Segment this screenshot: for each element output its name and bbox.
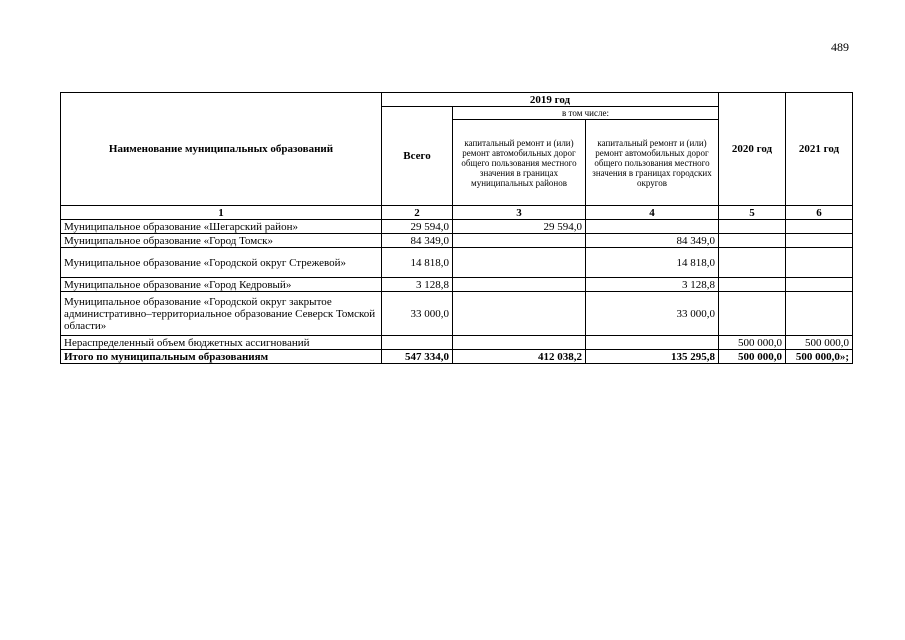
row-name: Нераспределенный объем бюджетных ассигнований <box>61 336 382 350</box>
header-including: в том числе: <box>453 107 719 120</box>
row-total: 3 128,8 <box>382 278 453 292</box>
row-name: Муниципальное образование «Шегарский район» <box>61 220 382 234</box>
row-col5 <box>719 278 786 292</box>
column-number-2: 2 <box>382 206 453 220</box>
total-row-col5: 500 000,0 <box>719 350 786 364</box>
row-col5: 500 000,0 <box>719 336 786 350</box>
row-col5 <box>719 248 786 278</box>
row-total: 84 349,0 <box>382 234 453 248</box>
table-row <box>61 220 853 234</box>
row-col3 <box>453 248 586 278</box>
budget-allocation-table <box>60 92 853 364</box>
row-col3 <box>453 336 586 350</box>
row-total <box>382 336 453 350</box>
row-col3 <box>453 278 586 292</box>
row-col4: 3 128,8 <box>586 278 719 292</box>
header-year-2020: 2020 год <box>719 93 786 206</box>
column-number-3: 3 <box>453 206 586 220</box>
table-row <box>61 336 853 350</box>
row-col3 <box>453 292 586 336</box>
table-row <box>61 292 853 336</box>
column-number-1: 1 <box>61 206 382 220</box>
row-name: Муниципальное образование «Городской округ закрытое административно–территориальное образование Северск Томской области» <box>61 292 382 336</box>
column-number-6: 6 <box>786 206 853 220</box>
row-col5 <box>719 292 786 336</box>
header-name-column: Наименование муниципальных образований <box>61 93 382 206</box>
row-name: Муниципальное образование «Город Кедровый» <box>61 278 382 292</box>
row-col5 <box>719 220 786 234</box>
total-row-col6: 500 000,0»; <box>786 350 853 364</box>
row-total: 14 818,0 <box>382 248 453 278</box>
header-subcolumn-3: капитальный ремонт и (или) ремонт автомобильных дорог общего пользования местного значения в границах муниципальных районов <box>453 120 586 206</box>
row-col6 <box>786 234 853 248</box>
row-col5 <box>719 234 786 248</box>
total-row-col4: 135 295,8 <box>586 350 719 364</box>
row-col4: 14 818,0 <box>586 248 719 278</box>
total-row-name: Итого по муниципальным образованиям <box>61 350 382 364</box>
table-row <box>61 278 853 292</box>
total-row-total: 547 334,0 <box>382 350 453 364</box>
column-number-5: 5 <box>719 206 786 220</box>
row-col6 <box>786 292 853 336</box>
table-row <box>61 234 853 248</box>
row-total: 33 000,0 <box>382 292 453 336</box>
row-col3 <box>453 234 586 248</box>
row-name: Муниципальное образование «Городской округ Стрежевой» <box>61 248 382 278</box>
header-subcolumn-4: капитальный ремонт и (или) ремонт автомобильных дорог общего пользования местного значения в границах городских округов <box>586 120 719 206</box>
row-col4 <box>586 220 719 234</box>
column-number-4: 4 <box>586 206 719 220</box>
total-row-col3: 412 038,2 <box>453 350 586 364</box>
row-total: 29 594,0 <box>382 220 453 234</box>
header-total-column: Всего <box>382 107 453 206</box>
row-col4 <box>586 336 719 350</box>
row-col4: 33 000,0 <box>586 292 719 336</box>
table-row <box>61 248 853 278</box>
header-year-2019: 2019 год <box>382 93 719 107</box>
row-col6: 500 000,0 <box>786 336 853 350</box>
row-name: Муниципальное образование «Город Томск» <box>61 234 382 248</box>
page-number: 489 <box>831 40 849 54</box>
header-year-2021: 2021 год <box>786 93 853 206</box>
row-col6 <box>786 248 853 278</box>
row-col6 <box>786 278 853 292</box>
row-col3: 29 594,0 <box>453 220 586 234</box>
row-col6 <box>786 220 853 234</box>
total-row <box>61 350 853 364</box>
row-col4: 84 349,0 <box>586 234 719 248</box>
